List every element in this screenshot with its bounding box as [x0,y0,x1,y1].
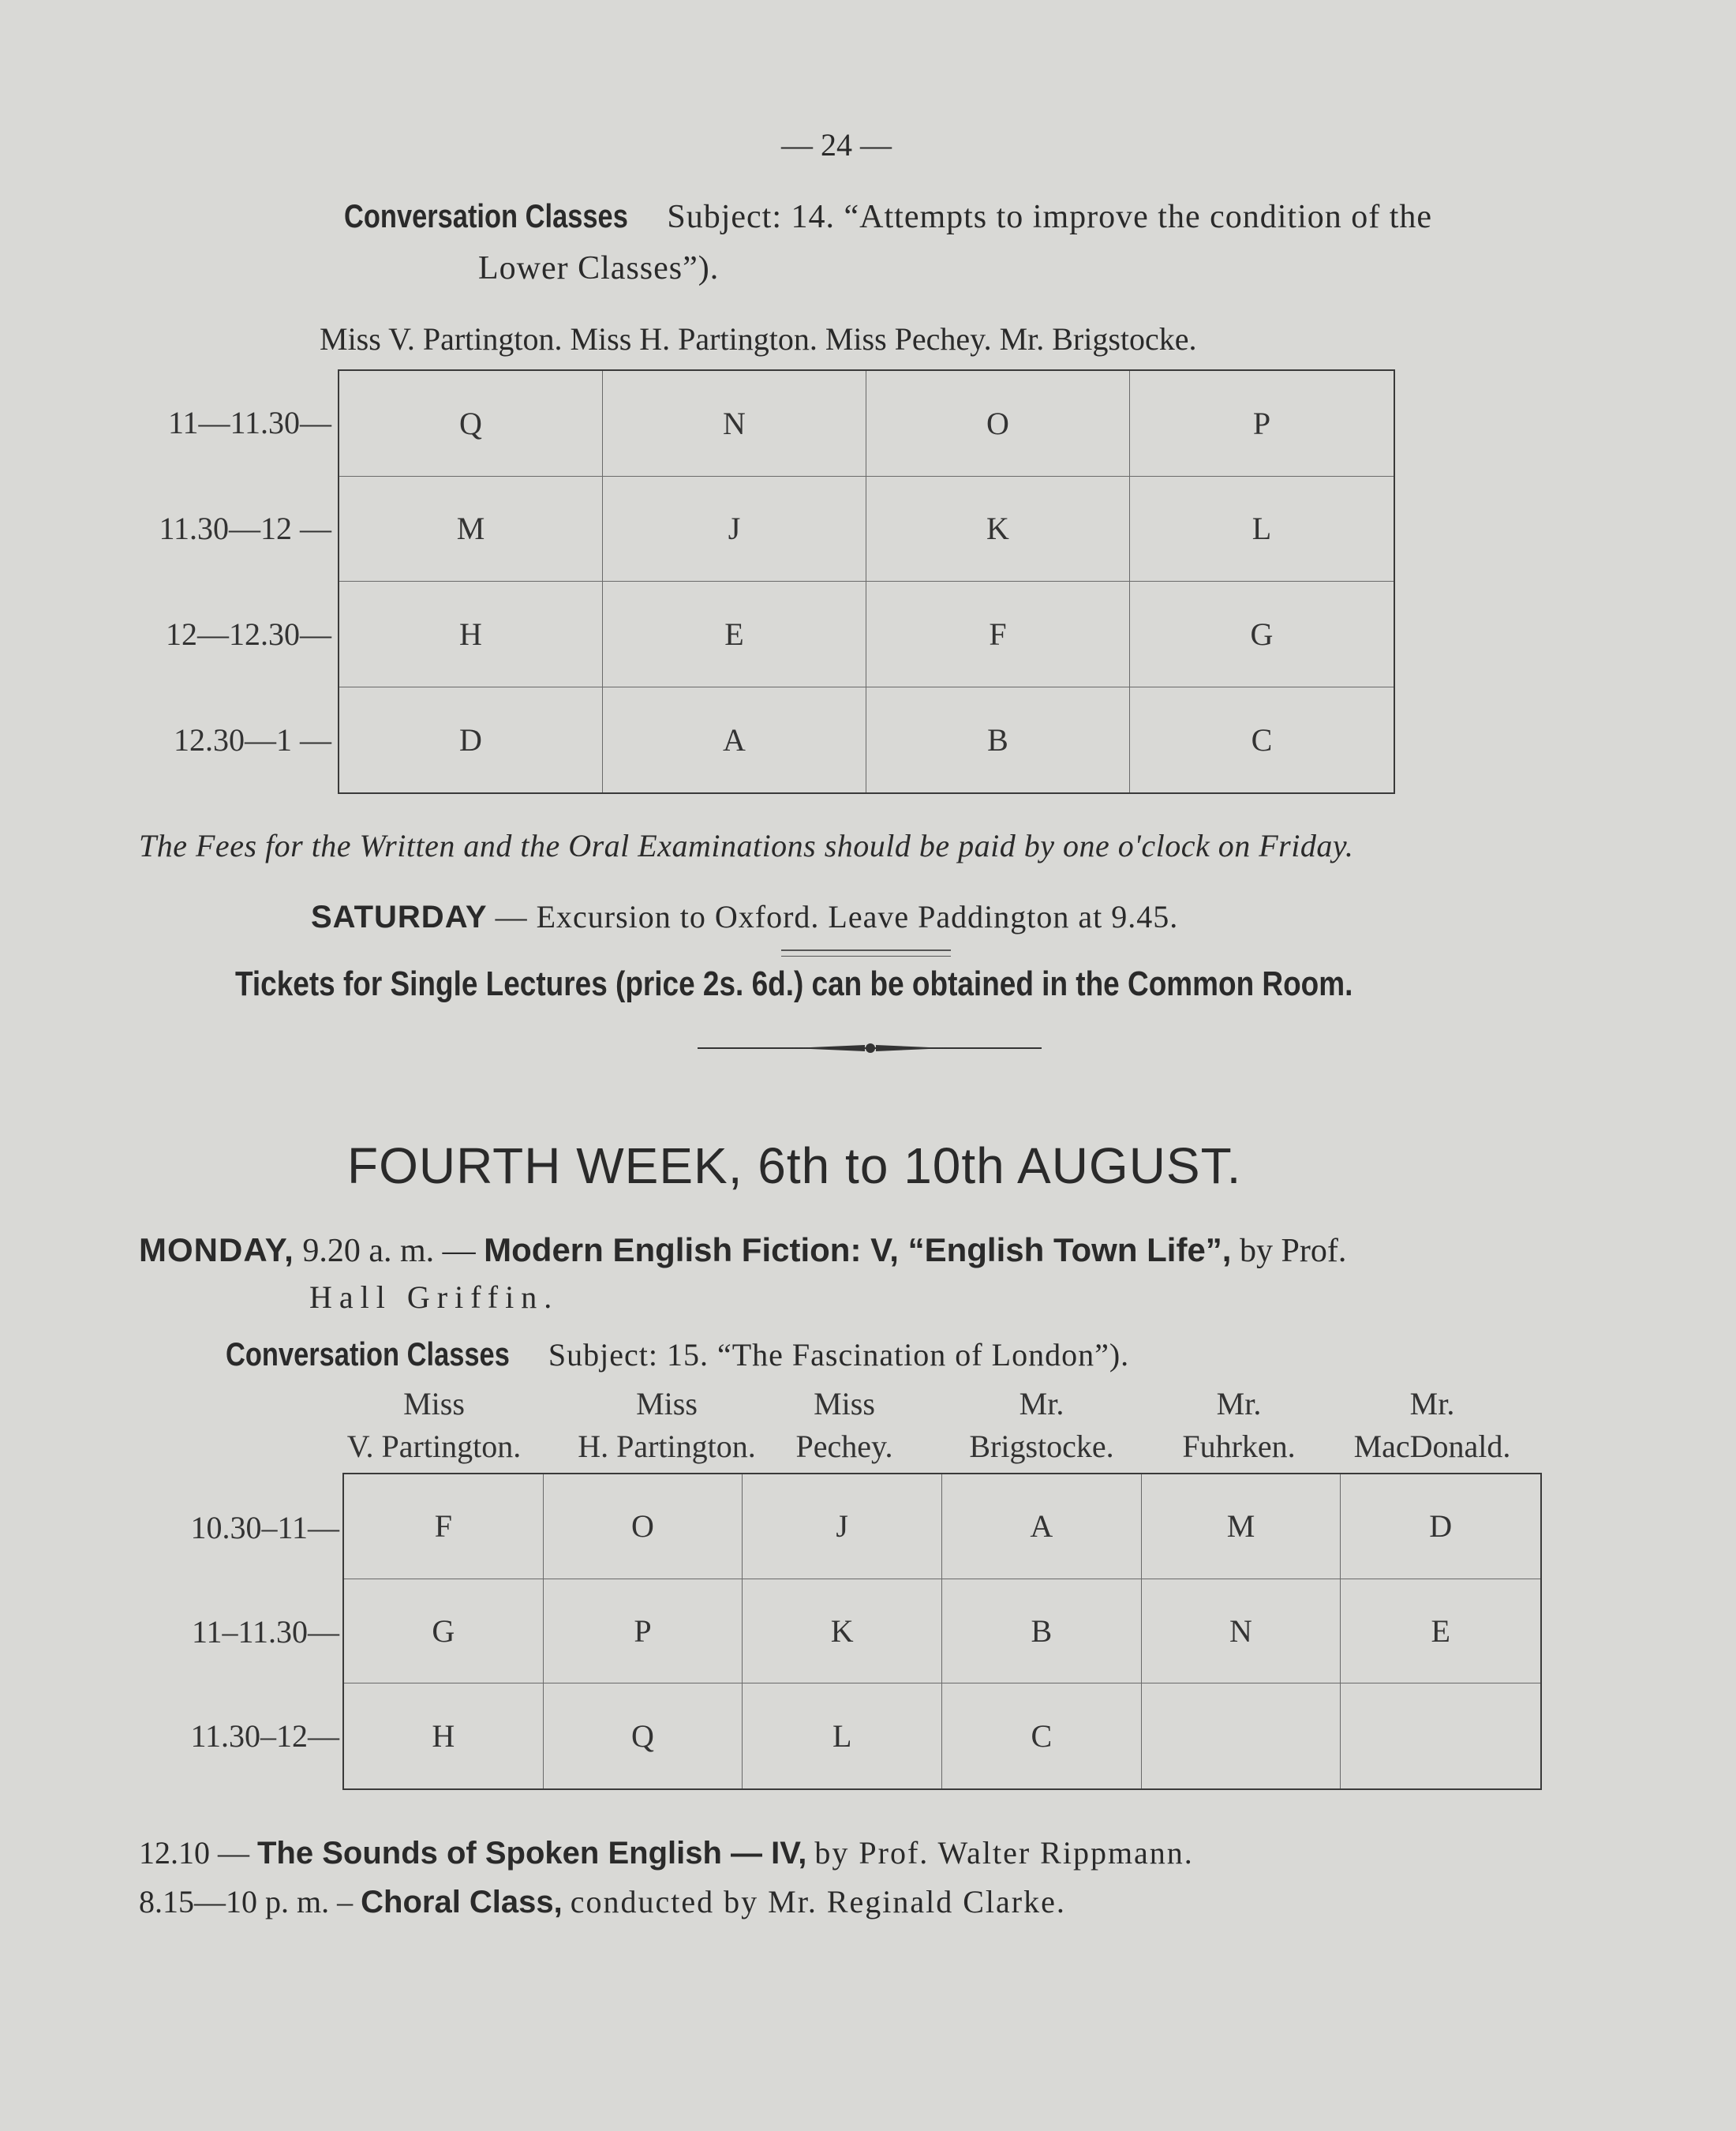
teachers-line: Miss V. Partington. Miss H. Partington. Miss Pechey. Mr. Brigstocke. [320,321,1197,357]
teacher-header [1334,1383,1531,1468]
teacher-name: Pechey. [795,1429,893,1464]
lecture-title: The Sounds of Spoken English — IV, [257,1836,807,1871]
conversation-subject: Subject: 15. “The Fascination of London”). [548,1337,1130,1373]
teacher-name: V. Partington. [346,1429,522,1464]
saturday-label: SATURDAY [311,900,488,934]
table-cell: A [942,1474,1142,1579]
table-cell: D [1341,1474,1540,1579]
table-cell: C [942,1683,1142,1788]
time-label: 12.30—1 — [174,722,331,758]
conversation-classes-line [344,197,1432,236]
conversation-subject: Subject: 14. “Attempts to improve the condition of the [667,199,1433,235]
teacher-name: MacDonald. [1353,1429,1511,1464]
table-cell: K [866,477,1130,582]
class-title: Choral Class, [361,1885,563,1919]
time-label: 10.30–11— [190,1510,339,1545]
choral-class-line [139,1883,1066,1920]
saturday-text: — Excursion to Oxford. Leave Paddington at 9.45. [495,899,1179,934]
table-cell: C [1251,721,1273,758]
teacher-header [552,1383,781,1468]
table-cell: A [603,687,866,793]
conversation-subject-continued: Lower Classes”). [478,250,720,287]
ornament-divider [698,1042,1042,1054]
table-cell: Q [544,1683,743,1788]
time-label: 11.30–12— [190,1718,339,1754]
teacher-title: Mr. [1019,1386,1064,1421]
table-cell [1142,1683,1341,1788]
table-cell: E [603,582,866,687]
time-label: 11–11.30— [191,1614,339,1650]
monday-label: MONDAY, [139,1231,294,1268]
teacher-title: Miss [814,1386,875,1421]
teacher-name: Brigstocke. [969,1429,1114,1464]
table-cell: G [344,1579,544,1684]
lecture-time: 12.10 — [139,1835,249,1871]
week4-title: FOURTH WEEK, 6th to 10th AUGUST. [347,1137,1242,1194]
table-cell: O [544,1474,743,1579]
tickets-note-wrap [235,964,1566,1004]
teacher-header [765,1383,923,1468]
saturday-line [311,898,1178,935]
sounds-lecture-line [139,1834,1194,1871]
table-cell: P [1130,371,1394,477]
table-cell: Q [339,371,603,477]
class-time: 8.15—10 p. m. – [139,1884,354,1919]
table-cell: D [339,687,603,793]
monday-lecture: Modern English Fiction: V, “English Town Life”, [484,1231,1232,1268]
table-cell: H [339,582,603,687]
table-cell: J [603,477,866,582]
table-cell: J [743,1474,942,1579]
week4-grid [342,1473,1542,1790]
table-cell: G [1130,582,1394,687]
table-cell: M [1142,1474,1341,1579]
monday-by: by Prof. [1239,1233,1347,1269]
table-cell: P [544,1579,743,1684]
monday-lecturer: Hall Griffin. [309,1279,559,1315]
teacher-name: Fuhrken. [1182,1429,1296,1464]
table-cell: L [743,1683,942,1788]
fees-note: The Fees for the Written and the Oral Examinations should be paid by one o'clock on Friday. [139,828,1354,863]
conversation-classes-heading: Conversation Classes [344,197,628,234]
table-cell: K [743,1579,942,1684]
monday-line [139,1231,1346,1270]
table-cell: F [344,1474,544,1579]
time-label: 11—11.30— [167,405,331,440]
divider [781,949,951,951]
teacher-title: Miss [636,1386,698,1421]
week4-conversation-line [226,1335,1129,1373]
table-cell: B [866,687,1130,793]
ornament-icon [698,1042,1042,1054]
table-cell: M [339,477,603,582]
class-conductor: conducted by Mr. Reginald Clarke. [570,1884,1066,1919]
time-label: 12—12.30— [166,616,331,652]
time-label: 11.30—12 — [159,511,331,546]
teacher-name: H. Partington. [578,1429,756,1464]
table-cell: O [866,371,1130,477]
monday-time: 9.20 a. m. — [302,1233,476,1269]
table-cell: L [1130,477,1394,582]
lecture-lecturer: by Prof. Walter Rippmann. [814,1835,1194,1871]
table-cell: H [344,1683,544,1788]
table-cell: F [866,582,1130,687]
table-cell: N [603,371,866,477]
table-cell [1341,1683,1540,1788]
tickets-note: Tickets for Single Lectures (price 2s. 6d.) can be obtained in the Common Room. [235,964,1353,1003]
page-number: — 24 — [781,127,892,163]
teacher-title: Miss [403,1386,465,1421]
teacher-title: Mr. [1409,1386,1455,1421]
week3-grid [338,369,1395,794]
table-cell: E [1341,1579,1540,1684]
teacher-header [1152,1383,1326,1468]
teacher-title: Mr. [1216,1386,1262,1421]
divider [781,956,951,957]
teacher-header [947,1383,1136,1468]
table-cell: N [1142,1579,1341,1684]
teacher-header [324,1383,544,1468]
table-cell: B [942,1579,1142,1684]
conversation-classes-heading: Conversation Classes [226,1335,510,1373]
